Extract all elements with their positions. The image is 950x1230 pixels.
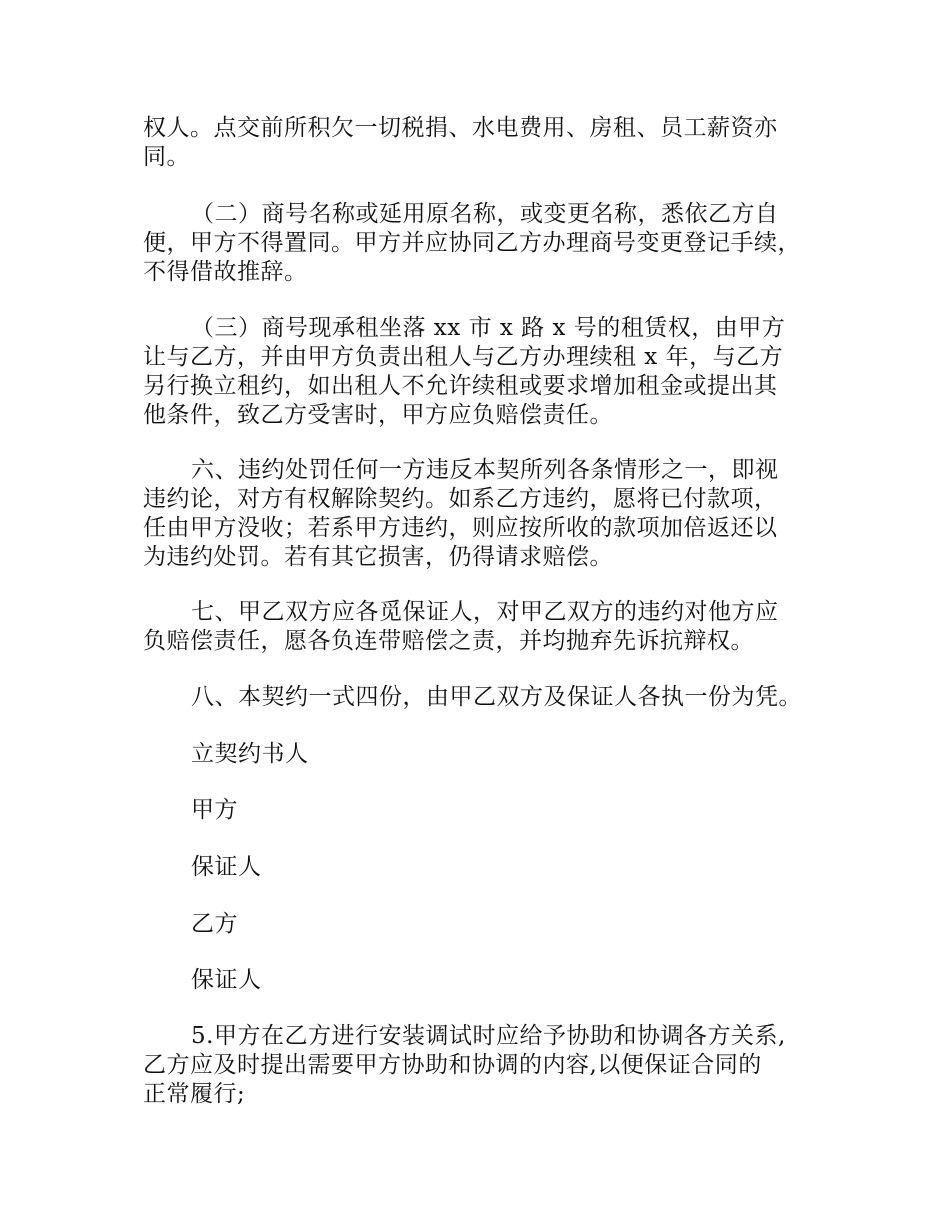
text-line: 任由甲方没收；若系甲方违约，则应按所收的款项加倍返还以	[143, 515, 778, 541]
paragraph-item-5-installation-cooperation	[143, 1022, 833, 1109]
text-line: （三）商号现承租坐落 xx 市 x 路 x 号的租赁权，由甲方	[191, 315, 786, 341]
text-line: 七、甲乙双方应各觅保证人，对甲乙双方的违约对他方应	[191, 599, 779, 625]
signature-label-party-b	[143, 910, 833, 939]
paragraph-section-7-guarantors	[143, 598, 833, 656]
signature-label-guarantor-a	[143, 853, 833, 882]
text-line: 立契约书人	[191, 741, 309, 767]
text-line: 权人。点交前所积欠一切税捐、水电费用、房租、员工薪资亦	[143, 115, 778, 141]
text-line: （二）商号名称或延用原名称，或变更名称，悉依乙方自	[191, 201, 779, 227]
signature-label-party-a	[143, 796, 833, 825]
text-line: 正常履行;	[143, 1081, 246, 1107]
paragraph-tax-clause-continuation	[143, 114, 833, 172]
text-line: 不得借故推辞。	[143, 259, 308, 285]
signature-label-guarantor-b	[143, 966, 833, 995]
text-line: 保证人	[191, 967, 262, 993]
text-line: 5.甲方在乙方进行安装调试时应给予协助和协调各方关系,	[191, 1023, 786, 1049]
text-line: 负赔偿责任，愿各负连带赔偿之责，并均抛弃先诉抗辩权。	[143, 628, 754, 654]
paragraph-clause-2-trade-name	[143, 200, 833, 287]
text-line: 另行换立租约，如出租人不允许续租或要求增加租金或提出其	[143, 373, 778, 399]
text-line: 让与乙方，并由甲方负责出租人与乙方办理续租 x 年，与乙方	[143, 344, 784, 370]
text-line: 违约论，对方有权解除契约。如系乙方违约，愿将已付款项，	[143, 486, 778, 512]
text-line: 甲方	[191, 797, 238, 823]
text-line: 同。	[143, 144, 190, 170]
text-line: 六、违约处罚任何一方违反本契所列各条情形之一，即视	[191, 457, 779, 483]
text-line: 乙方	[191, 911, 238, 937]
text-line: 八、本契约一式四份，由甲乙双方及保证人各执一份为凭。	[191, 684, 802, 710]
text-line: 保证人	[191, 854, 262, 880]
paragraph-clause-3-lease-right	[143, 314, 833, 430]
text-line: 便，甲方不得置同。甲方并应协同乙方办理商号变更登记手续，	[143, 230, 801, 256]
text-line: 乙方应及时提出需要甲方协助和协调的内容,以便保证合同的	[143, 1052, 762, 1078]
text-line: 他条件，致乙方受害时，甲方应负赔偿责任。	[143, 402, 613, 428]
signature-label-contract-signatories	[143, 740, 833, 769]
paragraph-section-8-copies	[143, 683, 833, 712]
text-line: 为违约处罚。若有其它损害，仍得请求赔偿。	[143, 544, 613, 570]
paragraph-section-6-breach-penalty	[143, 456, 833, 572]
